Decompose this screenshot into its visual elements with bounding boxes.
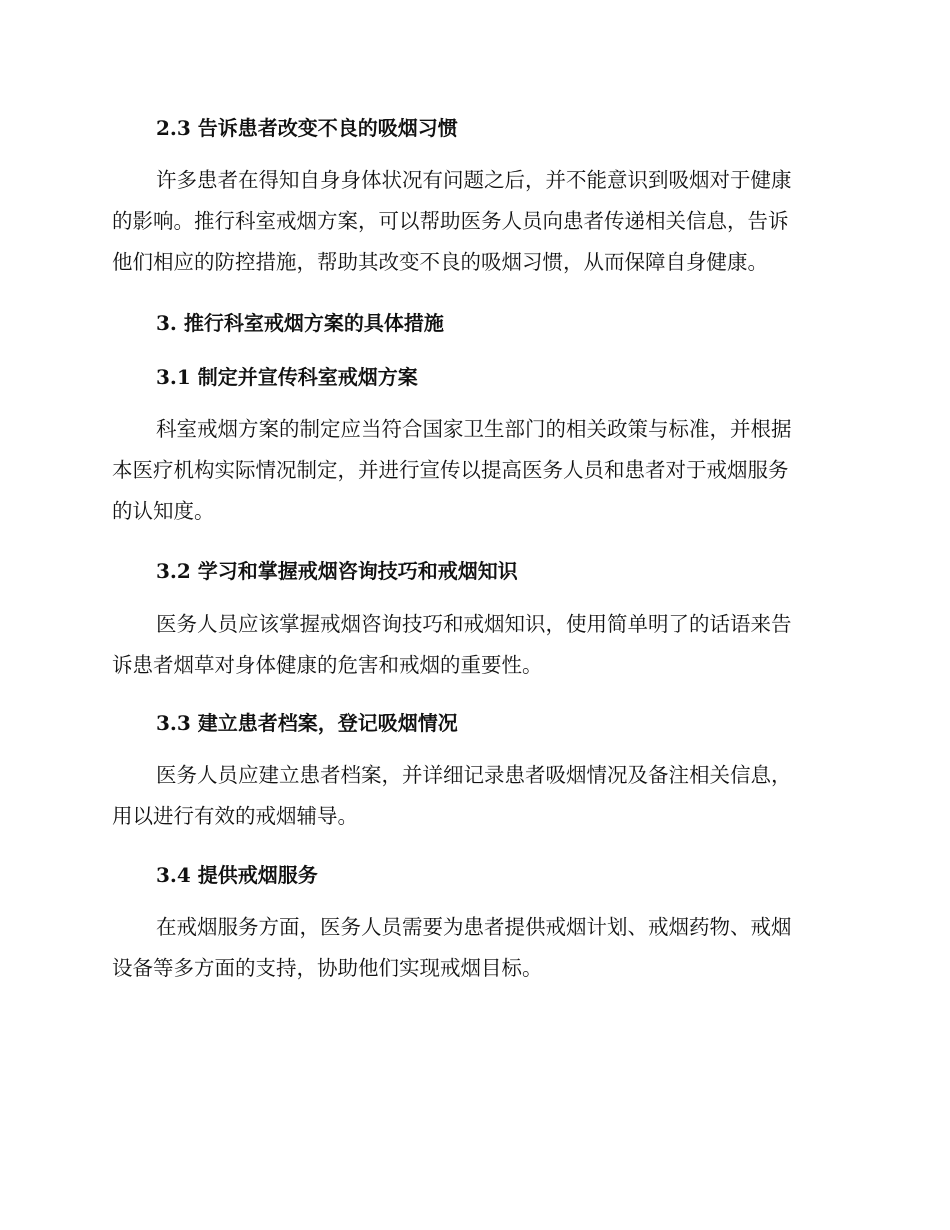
paragraph-line: 的影响。推行科室戒烟方案，可以帮助医务人员向患者传递相关信息，告诉	[112, 209, 789, 233]
section-heading-2-3: 2.3 告诉患者改变不良的吸烟习惯	[156, 116, 458, 140]
paragraph-line: 科室戒烟方案的制定应当符合国家卫生部门的相关政策与标准，并根据	[156, 417, 792, 441]
paragraph-2-3	[112, 160, 832, 283]
paragraph-3-4	[112, 907, 832, 989]
paragraph-line: 设备等多方面的支持，协助他们实现戒烟目标。	[112, 956, 543, 980]
paragraph-line: 许多患者在得知自身身体状况有问题之后，并不能意识到吸烟对于健康	[156, 168, 792, 192]
paragraph-line: 本医疗机构实际情况制定，并进行宣传以提高医务人员和患者对于戒烟服务	[112, 458, 789, 482]
paragraph-line: 医务人员应该掌握戒烟咨询技巧和戒烟知识，使用简单明了的话语来告	[156, 612, 792, 636]
section-heading-3-4: 3.4 提供戒烟服务	[156, 863, 318, 887]
paragraph-3-1	[112, 409, 832, 532]
section-heading-3: 3. 推行科室戒烟方案的具体措施	[156, 311, 444, 335]
paragraph-line: 他们相应的防控措施，帮助其改变不良的吸烟习惯，从而保障自身健康。	[112, 250, 768, 274]
section-heading-3-2: 3.2 学习和掌握戒烟咨询技巧和戒烟知识	[156, 559, 518, 583]
paragraph-line: 用以进行有效的戒烟辅导。	[112, 804, 358, 828]
paragraph-line: 医务人员应建立患者档案，并详细记录患者吸烟情况及备注相关信息，	[156, 763, 792, 787]
paragraph-3-3	[112, 755, 832, 837]
paragraph-line: 在戒烟服务方面，医务人员需要为患者提供戒烟计划、戒烟药物、戒烟	[156, 915, 792, 939]
section-heading-3-1: 3.1 制定并宣传科室戒烟方案	[156, 365, 418, 389]
paragraph-line: 的认知度。	[112, 499, 215, 523]
section-heading-3-3: 3.3 建立患者档案，登记吸烟情况	[156, 711, 458, 735]
paragraph-line: 诉患者烟草对身体健康的危害和戒烟的重要性。	[112, 653, 543, 677]
paragraph-3-2	[112, 604, 832, 686]
